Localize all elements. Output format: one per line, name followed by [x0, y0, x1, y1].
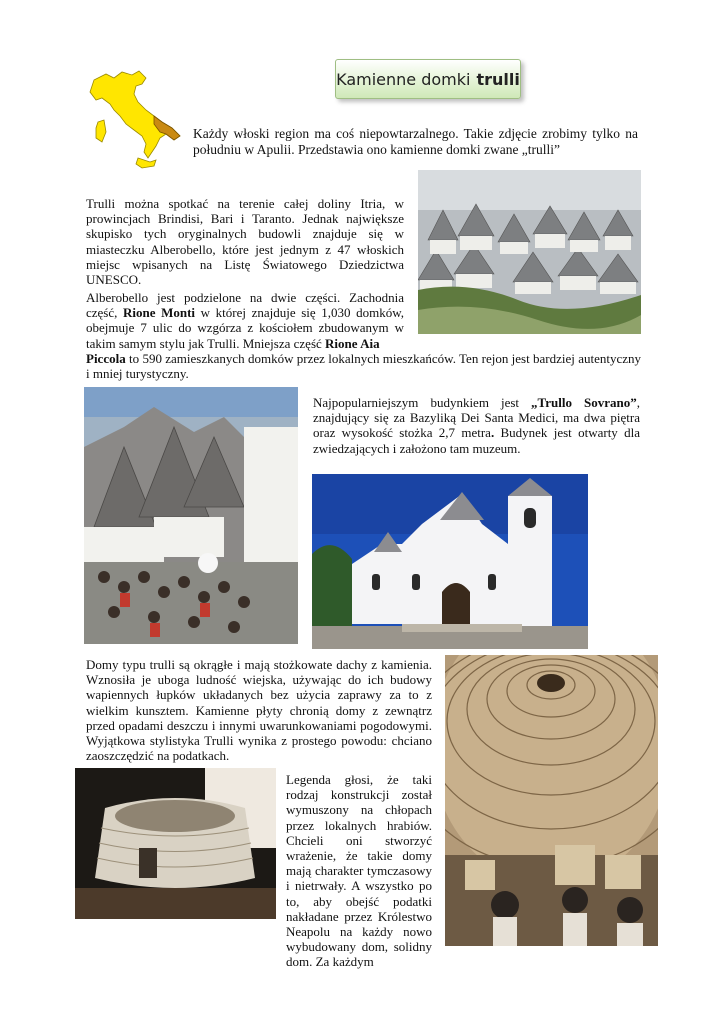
paragraph-itria: Trulli można spotkać na terenie całej doliny Itria, w prowincjach Brindisi, Bari i Taranto. Jednak największe skupisko tych oryginalnych budowli znajduje się w miasteczku Alberobello, które jest jednym z 47 włoskich miejsc wpisanych na Listę Światowego Dziedzictwa UNESCO.: [86, 196, 404, 288]
paragraph-legend: Legenda głosi, że taki rodzaj konstrukcji został wymuszony na chłopach przez lokalnych hrabiów. Chcieli oni stworzyć wrażenie, że takie domy mają charakter tymczasowy i nietrwały. A wszystko po to, aby obejść podatki nakładane przez Królestwo Neapolu na każdy nowo wybudowany dom, solidny dom. Za każdym: [286, 772, 432, 970]
para3-text2: , znajdujący się za Bazyliką Dei Santa Medici, ma dwa piętra oraz wysokość stożka 2,7 metra: [313, 395, 640, 441]
paragraph-trullo-sovrano: [313, 395, 640, 456]
intro-text: Każdy włoski region ma coś niepowtarzalnego. Takie zdjęcie zrobimy tylko na południu w Apulii. Przedstawia ono kamienne domki zwane „trulli”: [193, 126, 638, 157]
church-photo: [312, 474, 588, 649]
dome-interior-photo: [445, 655, 658, 946]
title-bold: trulli: [476, 69, 520, 89]
para2-text2: w której znajduje się 1,030 domków, obejmuje 7 ulic do wzgórza z kościołem zbudowanym w takim samym stylu jak Trulli. Mniejsza część: [86, 305, 404, 351]
page-title: [335, 59, 521, 99]
paragraph-alberobello-cont: [86, 351, 641, 381]
para3-text3: Budynek jest otwarty dla zwiedzających i założono tam muzeum.: [313, 425, 641, 456]
para2-text3: to 590 zamieszkanych domków przez lokalnych mieszkańców. Ten rejon jest bardziej autentyczny i mniej turystyczny.: [86, 351, 641, 382]
rione-monti: Rione Monti: [123, 305, 196, 321]
para3-period: .: [490, 425, 495, 441]
paragraph-trulli-houses: Domy typu trulli są okrągłe i mają stożkowate dachy z kamienia. Wznosiła je uboga ludność wiejska, używając do ich budowy wapiennych łupków układanych bez użycia zaprawy za to z wielkim kunsztem. Kamienne płyty chronią domy z zewnątrz przed opadami deszczu i innymi uwarunkowaniami pogodowymi. Wyjątkowa stylistyka Trulli wynika z prostego powodu: chciano zaoszczędzić na podatkach.: [86, 657, 432, 764]
para2-text1: Alberobello jest podzielone na dwie części. Zachodnia część,: [86, 290, 404, 321]
trullo-sovrano: „Trullo Sovrano”: [531, 395, 637, 410]
paragraph-alberobello: [86, 290, 404, 351]
rione-aia: Rione Aia: [325, 335, 380, 351]
piccola: Piccola: [86, 351, 126, 366]
trullo-model-photo: [75, 768, 276, 919]
title-regular: Kamienne domki: [336, 69, 471, 89]
italy-map-image: [84, 66, 184, 180]
para3-text1: Najpopularniejszym budynkiem jest: [313, 395, 532, 410]
street-tourists-photo: [84, 387, 298, 644]
trulli-town-photo: [418, 170, 641, 334]
